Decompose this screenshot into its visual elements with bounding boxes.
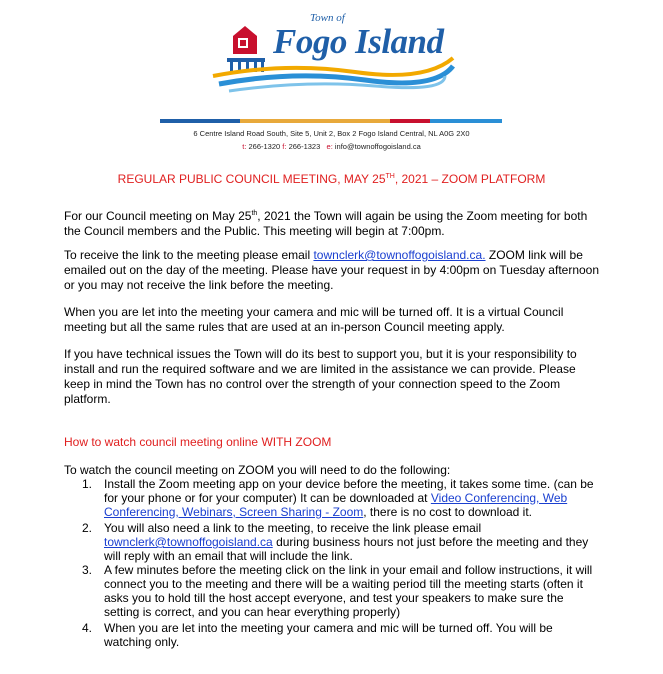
logo-main-text: Fogo Island [273, 22, 444, 61]
header-divider-lightblue [430, 119, 502, 123]
fax-prefix: f: [282, 142, 287, 151]
section-heading: How to watch council meeting online WITH ZOOM [64, 435, 332, 449]
fax-number: 266-1323 [288, 142, 321, 151]
paragraph-camera-mic: When you are let into the meeting your camera and mic will be turned off. It is a virtual Council meeting but all the same rules that are used at an in-person Council meeting apply. [64, 305, 564, 334]
zoom-download-link[interactable]: Video Conferencing, Web Conferencing, Webinars, Screen Sharing - Zoom [104, 491, 568, 519]
header-divider-blue [160, 119, 240, 123]
email-prefix: e: [326, 142, 333, 151]
header-divider-red [390, 119, 430, 123]
phone-prefix: t: [242, 142, 247, 151]
paragraph-link-request: To receive the link to the meeting please email townclerk@townoffogoisland.ca. ZOOM link will be emailed out on the day of the meeting. Please have your request in by 4:00pm on Tuesday afternoon or you may not receive the link before the meeting. [64, 248, 600, 292]
contact-line [0, 142, 663, 151]
paragraph-intro: For our Council meeting on May 25th, 2021 the Town will again be using the Zoom meeting for both the Council members and the Public. This meeting will begin at 7:00pm. [64, 209, 588, 238]
paragraph-technical: If you have technical issues the Town will do its best to support you, but it is your responsibility to install and run the required software and we are limited in the assistance we can provide. Please keep in mind the Town has no control over the strength of your connection speed to the Zoom platform. [64, 347, 577, 406]
contact-email: info@townoffogoisland.ca [334, 142, 421, 151]
steps-intro: To watch the council meeting on ZOOM you will need to do the following: [64, 463, 451, 477]
clerk-email-link[interactable]: townclerk@townoffogoisland.ca. [313, 248, 486, 262]
header-divider-orange [240, 119, 390, 123]
page-title: REGULAR PUBLIC COUNCIL MEETING, MAY 25TH, 2021 – ZOOM PLATFORM [117, 172, 546, 186]
logo-small-text: Town of [310, 12, 345, 24]
address-line: 6 Centre Island Road South, Site 5, Unit 2, Box 2 Fogo Island Central, NL A0G 2X0 [193, 129, 470, 138]
clerk-email-link-2[interactable]: townclerk@townoffogoisland.ca [104, 535, 273, 549]
phone-number: 266-1320 [248, 142, 281, 151]
